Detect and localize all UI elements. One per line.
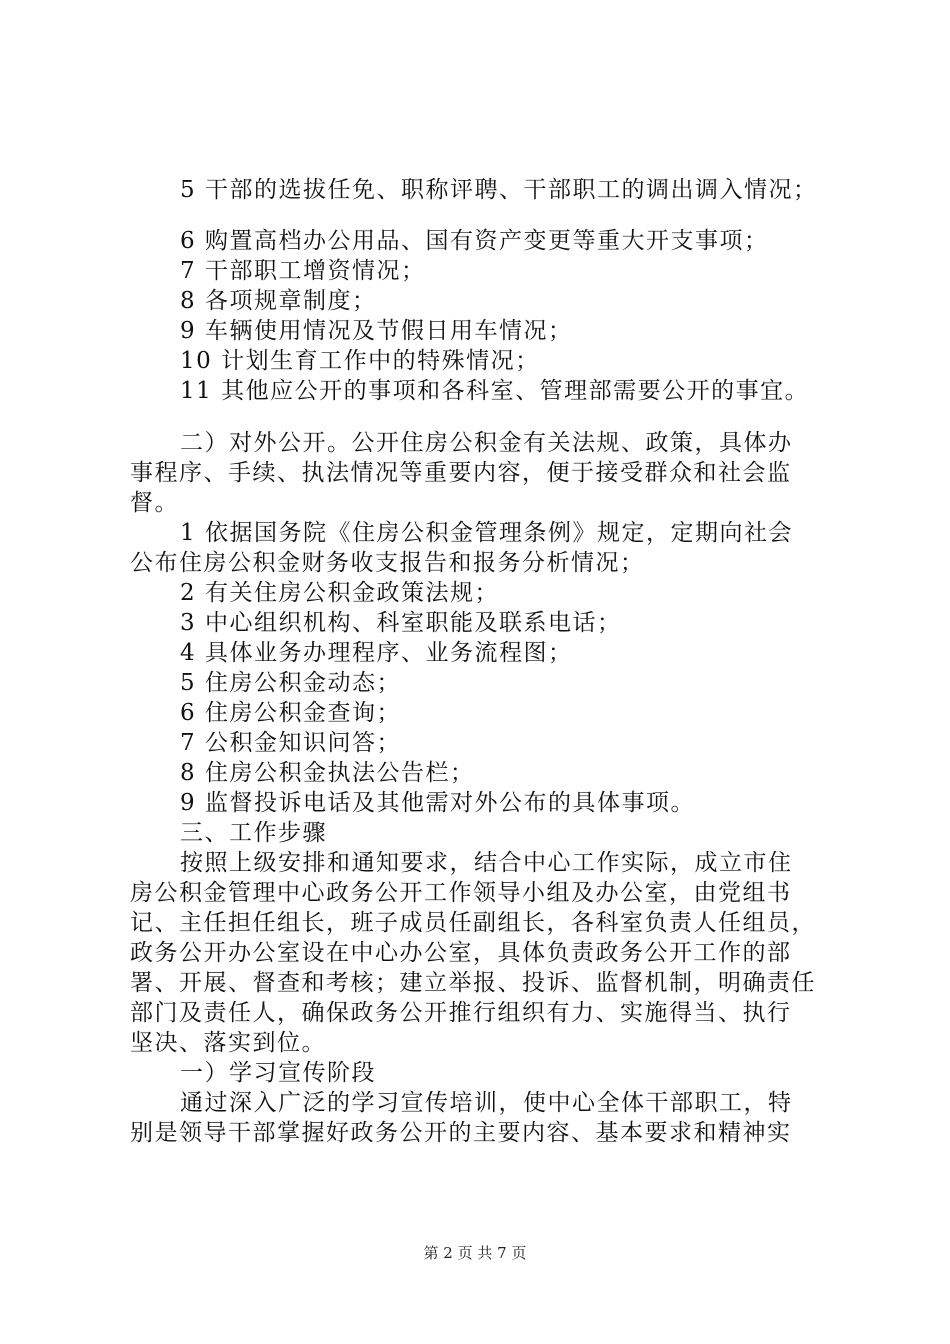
text-line: 按照上级安排和通知要求，结合中心工作实际，成立市住 [180, 850, 793, 876]
text-line: 5 住房公积金动态； [180, 670, 401, 696]
text-line: 2 有关住房公积金政策法规； [180, 580, 499, 606]
text-line: 公布住房公积金财务收支报告和报务分析情况； [130, 550, 645, 576]
text-line: 一）学习宣传阶段 [180, 1060, 376, 1086]
text-line: 二）对外公开。公开住房公积金有关法规、政策，具体办 [180, 430, 793, 456]
document-body [130, 175, 830, 1148]
text-line: 3 中心组织机构、科室职能及联系电话； [180, 610, 622, 636]
text-line: 事程序、手续、执法情况等重要内容，便于接受群众和社会监 [130, 460, 792, 486]
text-line: 6 购置高档办公用品、国有资产变更等重大开支事项； [180, 228, 769, 254]
text-line: 10 计划生育工作中的特殊情况； [180, 348, 540, 374]
text-line: 通过深入广泛的学习宣传培训，使中心全体干部职工，特 [180, 1090, 793, 1116]
text-line: 政务公开办公室设在中心办公室，具体负责政务公开工作的部 [130, 940, 792, 966]
page-footer: 第 2 页 共 7 页 [423, 1244, 527, 1262]
text-line: 部门及责任人，确保政务公开推行组织有力、实施得当、执行 [130, 1000, 792, 1026]
text-line: 8 各项规章制度； [180, 288, 377, 314]
text-line: 记、主任担任组长，班子成员任副组长，各科室负责人任组员， [130, 910, 816, 936]
text-line: 8 住房公积金执法公告栏； [180, 760, 475, 786]
text-line: 7 公积金知识问答； [180, 730, 401, 756]
text-line: 6 住房公积金查询； [180, 700, 401, 726]
text-line: 4 具体业务办理程序、业务流程图； [180, 640, 573, 666]
text-line: 督。 [130, 490, 179, 516]
text-line: 房公积金管理中心政务公开工作领导小组及办公室，由党组书 [130, 880, 792, 906]
text-line: 7 干部职工增资情况； [180, 258, 426, 284]
text-line: 坚决、落实到位。 [130, 1030, 326, 1056]
text-line: 署、开展、督查和考核；建立举报、投诉、监督机制，明确责任 [130, 970, 816, 996]
text-line: 别是领导干部掌握好政务公开的主要内容、基本要求和精神实 [130, 1120, 792, 1146]
text-line: 1 依据国务院《住房公积金管理条例》规定，定期向社会 [180, 520, 793, 546]
text-line: 9 车辆使用情况及节假日用车情况； [180, 318, 573, 344]
text-line: 5 干部的选拔任免、职称评聘、干部职工的调出调入情况； [180, 177, 818, 203]
text-line: 三、工作步骤 [180, 820, 327, 846]
text-line: 9 监督投诉电话及其他需对外公布的具体事项。 [180, 790, 695, 816]
text-line: 11 其他应公开的事项和各科室、管理部需要公开的事宜。 [180, 378, 810, 404]
